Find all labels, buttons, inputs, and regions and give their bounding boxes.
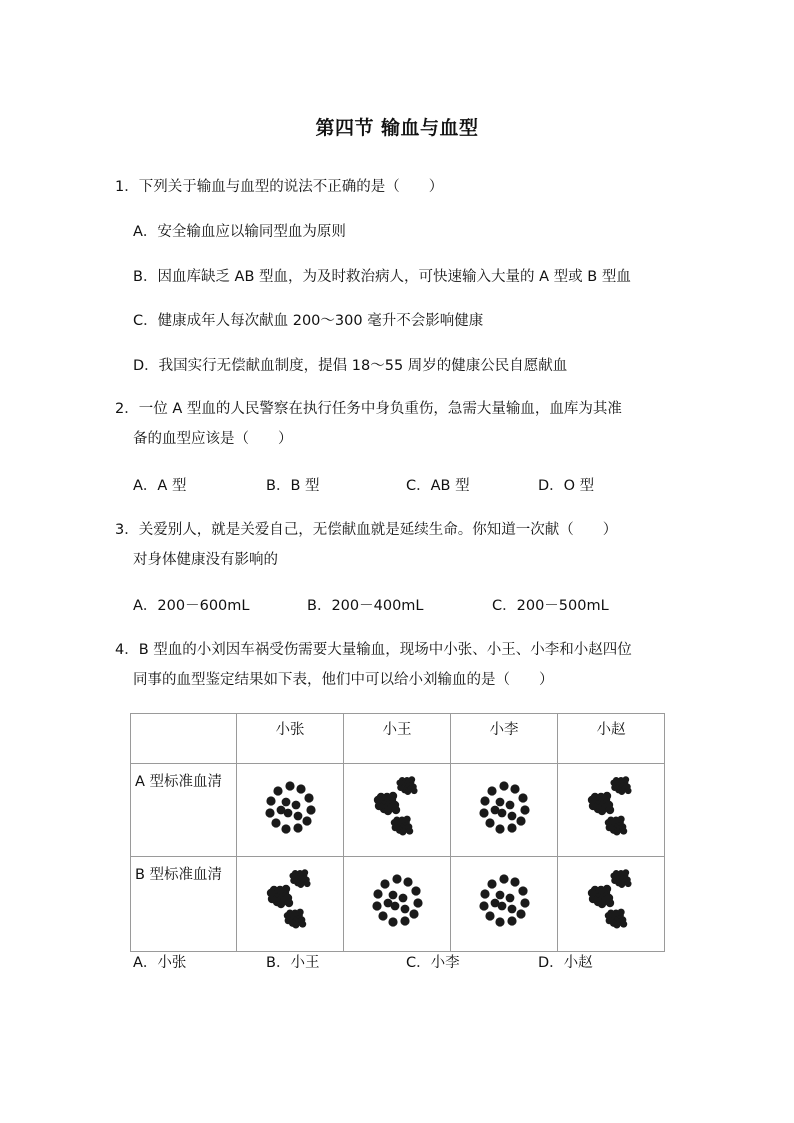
question-1-option-c[interactable]: C．健康成年人每次献血 200～300 毫升不会影响健康 xyxy=(133,313,484,329)
question-2-option-a[interactable]: A．A 型 xyxy=(133,478,187,494)
result-cell xyxy=(344,857,451,952)
table-header-xiaozhang: 小张 xyxy=(237,714,344,764)
dispersed-cells-image xyxy=(452,865,556,937)
result-cell xyxy=(237,857,344,952)
question-4-options xyxy=(133,953,653,973)
question-1-stem: 1．下列关于输血与血型的说法不正确的是（ ） xyxy=(115,179,444,195)
question-2-options xyxy=(133,476,653,496)
agglutinated-cells-image xyxy=(345,772,449,844)
table-header-xiaozhao: 小赵 xyxy=(558,714,665,764)
question-2-option-b[interactable]: B．B 型 xyxy=(266,478,320,494)
table-row xyxy=(131,764,665,857)
table-header-xiaoli: 小李 xyxy=(451,714,558,764)
question-2-stem-line-2: 备的血型应该是（ ） xyxy=(133,431,293,447)
dispersed-cells-image xyxy=(452,772,556,844)
agglutinated-cells-image xyxy=(238,865,342,937)
question-2-option-d[interactable]: D．O 型 xyxy=(538,478,595,494)
dispersed-cells-image xyxy=(345,865,449,937)
question-4-option-d[interactable]: D．小赵 xyxy=(538,955,593,971)
question-3-option-a[interactable]: A．200－600mL xyxy=(133,598,250,614)
table-header-row xyxy=(131,714,665,764)
question-3-stem-line-2: 对身体健康没有影响的 xyxy=(133,552,278,568)
question-1-option-d[interactable]: D．我国实行无偿献血制度，提倡 18～55 周岁的健康公民自愿献血 xyxy=(133,358,568,374)
question-1-option-b[interactable]: B．因血库缺乏 AB 型血，为及时救治病人，可快速输入大量的 A 型或 B 型血 xyxy=(133,269,631,285)
agglutinated-cells-image xyxy=(559,772,663,844)
question-4-option-b[interactable]: B．小王 xyxy=(266,955,320,971)
question-3-stem-line-1: 3．关爱别人，就是关爱自己，无偿献血就是延续生命。你知道一次献（ ） xyxy=(115,522,618,538)
blood-type-table xyxy=(130,713,665,952)
result-cell xyxy=(558,764,665,857)
result-cell xyxy=(451,764,558,857)
question-2-option-c[interactable]: C．AB 型 xyxy=(406,478,470,494)
dispersed-cells-image xyxy=(238,772,342,844)
page-title: 第四节 输血与血型 xyxy=(315,117,479,139)
question-4-option-c[interactable]: C．小李 xyxy=(406,955,460,971)
question-4-stem-line-2: 同事的血型鉴定结果如下表，他们中可以给小刘输血的是（ ） xyxy=(133,672,554,688)
result-cell xyxy=(344,764,451,857)
table-row xyxy=(131,857,665,952)
question-3-options xyxy=(133,596,653,616)
table-header-xiaowang: 小王 xyxy=(344,714,451,764)
result-cell xyxy=(451,857,558,952)
question-3-option-b[interactable]: B．200－400mL xyxy=(307,598,424,614)
row-label-a-serum: A 型标准血清 xyxy=(131,764,237,857)
question-4-stem-line-1: 4．B 型血的小刘因车祸受伤需要大量输血，现场中小张、小王、小李和小赵四位 xyxy=(115,642,632,658)
question-2-stem-line-1: 2．一位 A 型血的人民警察在执行任务中身负重伤，急需大量输血，血库为其准 xyxy=(115,401,622,417)
result-cell xyxy=(237,764,344,857)
row-label-b-serum: B 型标准血清 xyxy=(131,857,237,952)
table-header-blank xyxy=(131,714,237,764)
question-3-option-c[interactable]: C．200－500mL xyxy=(492,598,609,614)
agglutinated-cells-image xyxy=(559,865,663,937)
result-cell xyxy=(558,857,665,952)
question-1-option-a[interactable]: A．安全输血应以输同型血为原则 xyxy=(133,224,346,240)
question-4-option-a[interactable]: A．小张 xyxy=(133,955,187,971)
